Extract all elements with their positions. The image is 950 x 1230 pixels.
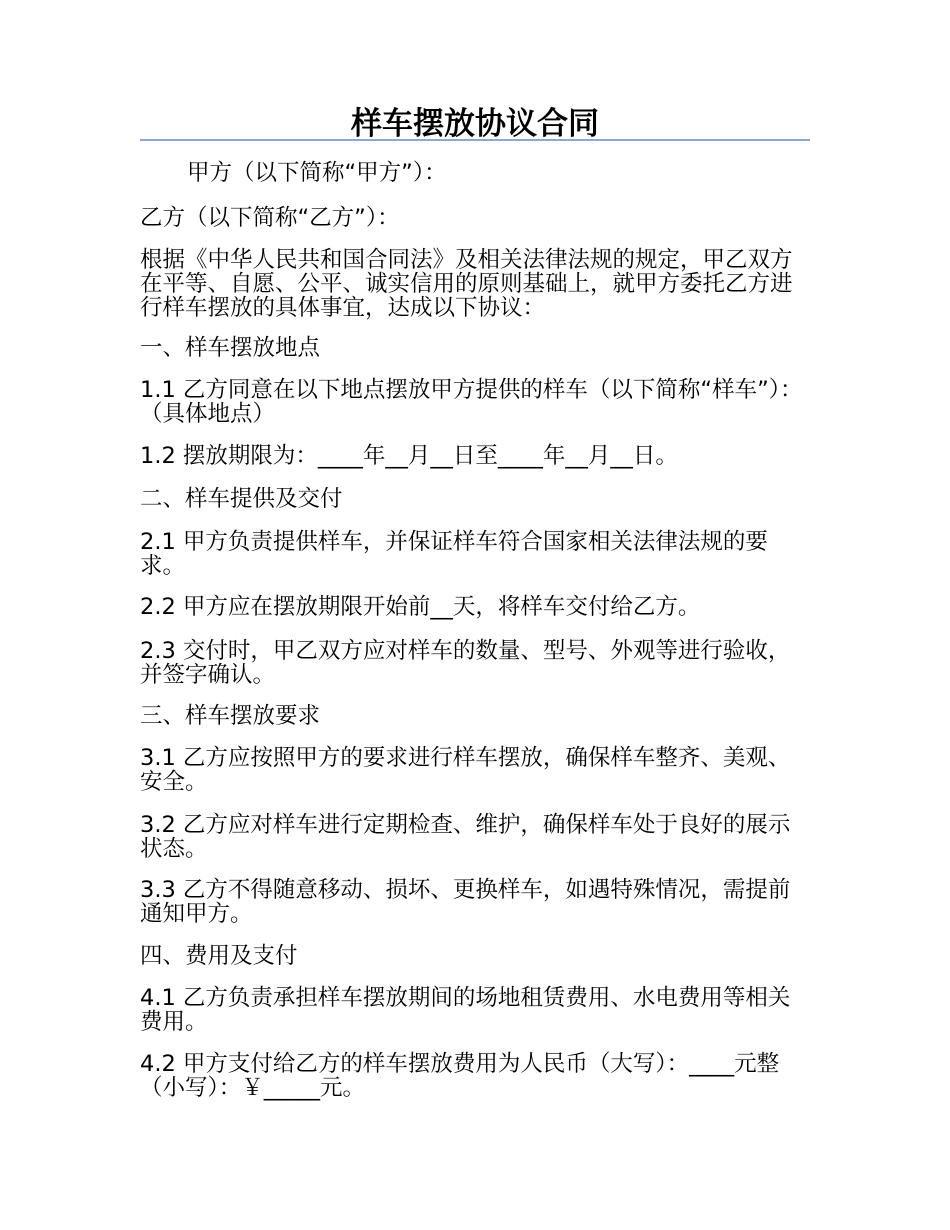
- clause-3-1: 3.1 乙方应按照甲方的要求进行样车摆放，确保样车整齐、美观、安全。: [140, 745, 791, 795]
- section-heading-3: 三、样车摆放要求: [140, 703, 321, 729]
- section-heading-4: 四、费用及支付: [140, 943, 298, 969]
- document-title: 样车摆放协议合同: [351, 106, 599, 142]
- clause-4-1: 4.1 乙方负责承担样车摆放期间的场地租赁费用、水电费用等相关费用。: [140, 985, 791, 1035]
- clause-2-2: 2.2 甲方应在摆放期限开始前__天，将样车交付给乙方。: [140, 594, 701, 620]
- clause-2-3: 2.3 交付时，甲乙双方应对样车的数量、型号、外观等进行验收，并签字确认。: [140, 638, 791, 688]
- title-underline: [140, 139, 810, 141]
- clause-3-3: 3.3 乙方不得随意移动、损坏、更换样车，如遇特殊情况，需提前通知甲方。: [140, 877, 791, 927]
- preamble-paragraph: 根据《中华人民共和国合同法》及相关法律法规的规定，甲乙双方在平等、自愿、公平、诚实信用的原则基础上，就甲方委托乙方进行样车摆放的具体事宜，达成以下协议：: [140, 247, 793, 321]
- section-heading-2: 二、样车提供及交付: [140, 486, 343, 512]
- clause-4-2: 4.2 甲方支付给乙方的样车摆放费用为人民币（大写）：____元整（小写）：￥_____元。: [140, 1051, 780, 1101]
- party-a-line: 甲方（以下简称“甲方”）：: [187, 160, 447, 186]
- section-heading-1: 一、样车摆放地点: [140, 335, 321, 361]
- clause-2-1: 2.1 甲方负责提供样车，并保证样车符合国家相关法律法规的要求。: [140, 529, 768, 579]
- clause-1-1: 1.1 乙方同意在以下地点摆放甲方提供的样车（以下简称“样车”）：（具体地点）: [140, 377, 803, 427]
- party-b-line: 乙方（以下简称“乙方”）：: [140, 205, 400, 231]
- clause-3-2: 3.2 乙方应对样车进行定期检查、维护，确保样车处于良好的展示状态。: [140, 812, 791, 862]
- clause-1-2: 1.2 摆放期限为：____年__月__日至____年__月__日。: [140, 443, 678, 469]
